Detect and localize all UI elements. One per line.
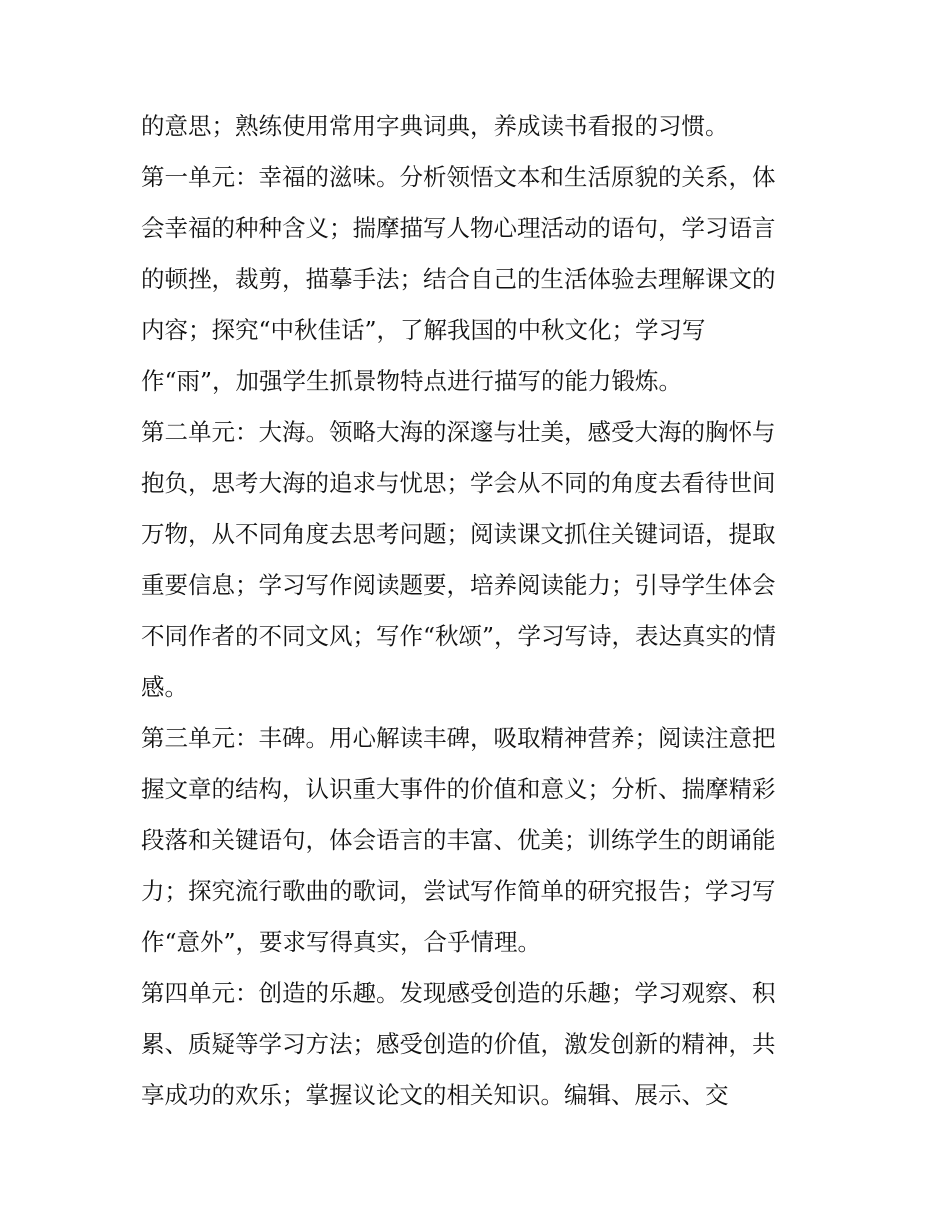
text-line: 抱负，思考大海的追求与忧思；学会从不同的角度去看待世间 bbox=[141, 469, 776, 497]
text-line: 握文章的结构，认识重大事件的价值和意义；分析、揣摩精彩 bbox=[141, 775, 776, 803]
text-line: 作“意外”，要求写得真实，合乎情理。 bbox=[141, 928, 542, 956]
text-line: 第二单元：大海。领略大海的深邃与壮美，感受大海的胸怀与 bbox=[141, 418, 776, 446]
text-line: 第四单元：创造的乐趣。发现感受创造的乐趣；学习观察、积 bbox=[141, 979, 776, 1007]
text-line: 感。 bbox=[141, 673, 188, 701]
text-line: 不同作者的不同文风；写作“秋颂”，学习写诗，表达真实的情 bbox=[141, 622, 777, 650]
text-line: 的意思；熟练使用常用字典词典，养成读书看报的习惯。 bbox=[141, 112, 729, 140]
text-line: 力；探究流行歌曲的歌词，尝试写作简单的研究报告；学习写 bbox=[141, 877, 776, 905]
text-line: 万物，从不同角度去思考问题；阅读课文抓住关键词语，提取 bbox=[141, 520, 776, 548]
text-line: 会幸福的种种含义；揣摩描写人物心理活动的语句，学习语言 bbox=[141, 214, 776, 242]
text-line: 作“雨”，加强学生抓景物特点进行描写的能力锻炼。 bbox=[141, 367, 683, 395]
text-line: 内容；探究“中秋佳话”，了解我国的中秋文化；学习写 bbox=[141, 316, 706, 344]
text-line: 累、质疑等学习方法；感受创造的价值，激发创新的精神，共 bbox=[141, 1030, 776, 1058]
text-line: 享成功的欢乐；掌握议论文的相关知识。编辑、展示、交 bbox=[141, 1081, 729, 1109]
text-line: 第一单元：幸福的滋味。分析领悟文本和生活原貌的关系，体 bbox=[141, 163, 776, 191]
text-line: 段落和关键语句，体会语言的丰富、优美；训练学生的朗诵能 bbox=[141, 826, 776, 854]
text-line: 第三单元：丰碑。用心解读丰碑，吸取精神营养；阅读注意把 bbox=[141, 724, 776, 752]
text-line: 重要信息；学习写作阅读题要，培养阅读能力；引导学生体会 bbox=[141, 571, 776, 599]
text-line: 的顿挫，裁剪，描摹手法；结合自己的生活体验去理解课文的 bbox=[141, 265, 776, 293]
